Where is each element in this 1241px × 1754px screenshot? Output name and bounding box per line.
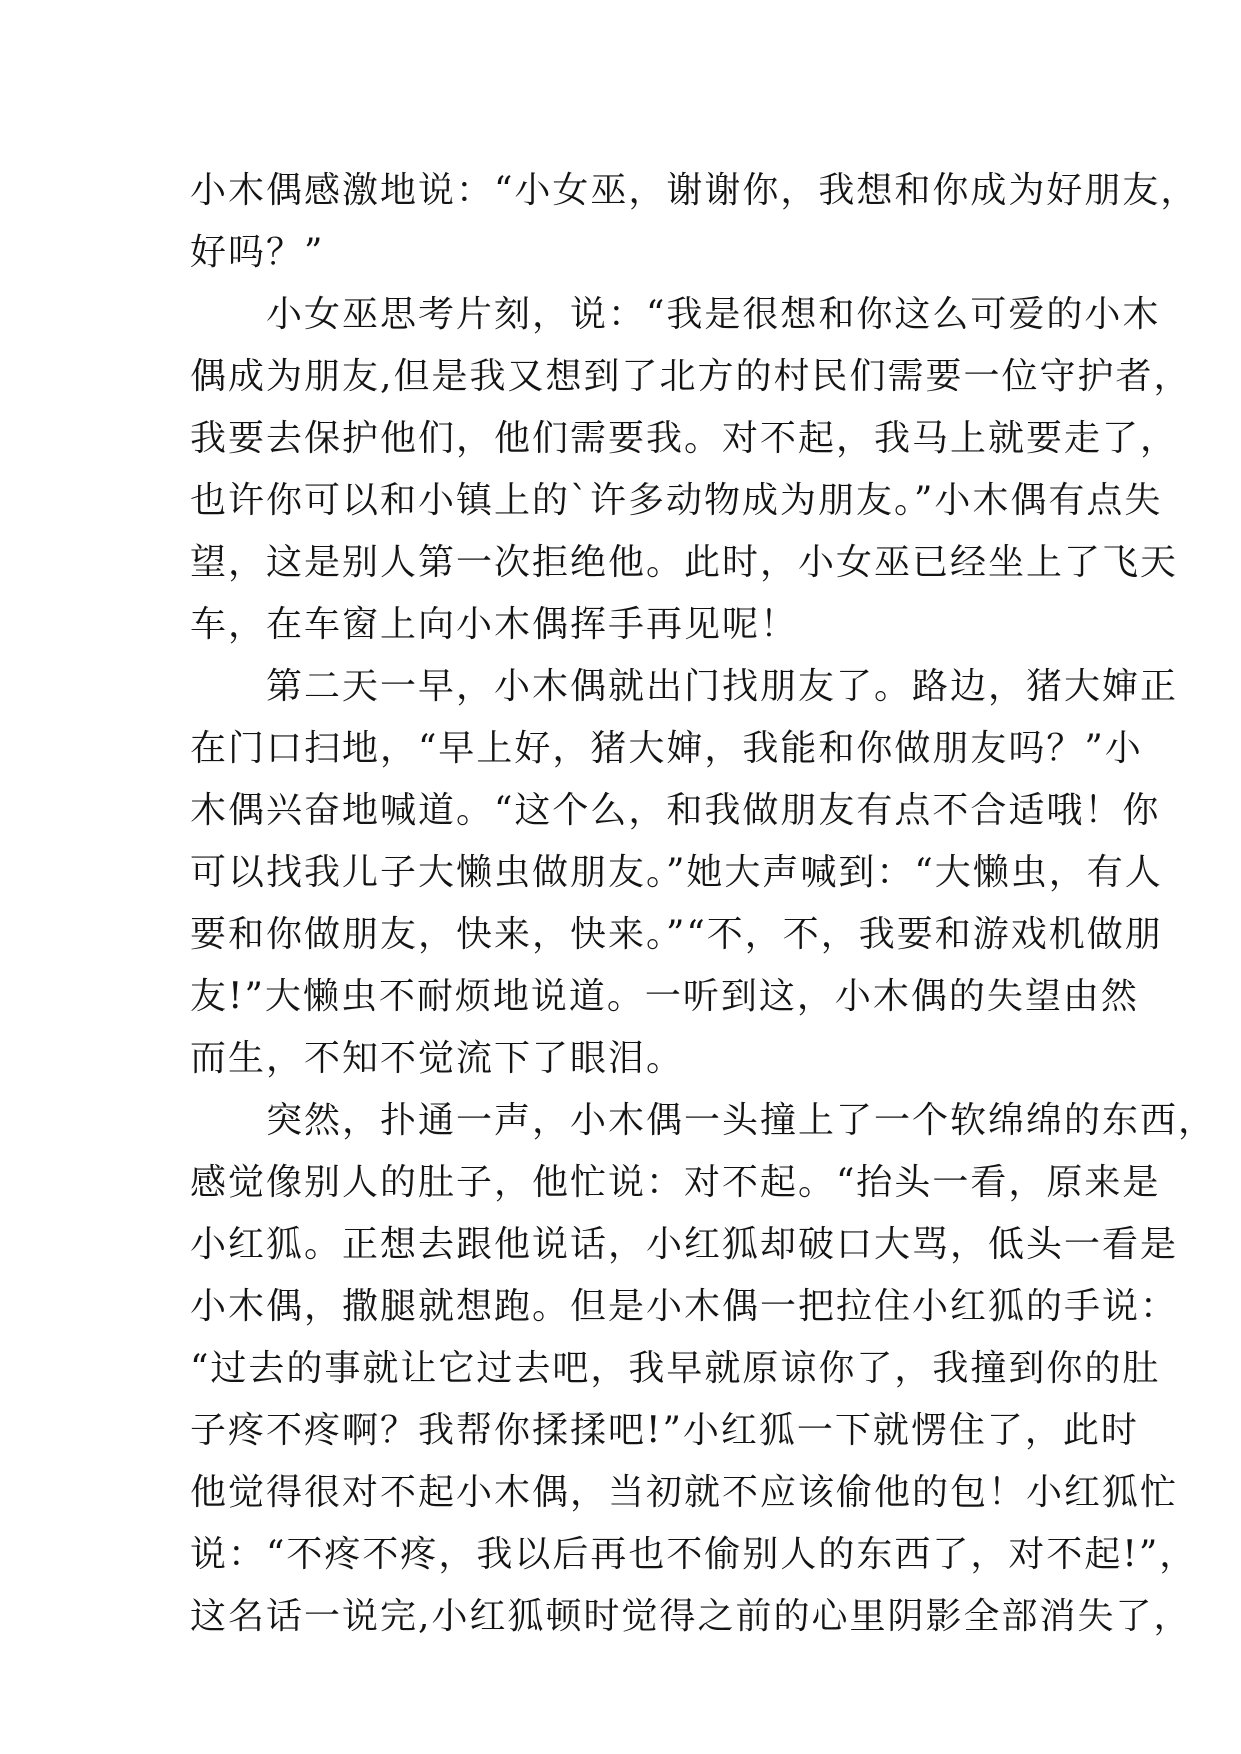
text-line: 要和你做朋友，快来，快来。”“不，不，我要和游戏机做朋: [190, 914, 1163, 955]
text-line: “过去的事就让它过去吧，我早就原谅你了，我撞到你的肚: [190, 1348, 1161, 1389]
text-line: 好吗？”: [190, 232, 325, 273]
text-line: 小木偶，撒腿就想跑。但是小木偶一把拉住小红狐的手说：: [190, 1286, 1179, 1327]
text-line: 他觉得很对不起小木偶，当初就不应该偷他的包！小红狐忙: [190, 1472, 1179, 1513]
text-line: 突然，扑通一声，小木偶一头撞上了一个软绵绵的东西，: [190, 1100, 1217, 1141]
text-line: 小红狐。正想去跟他说话，小红狐却破口大骂，低头一看是: [190, 1224, 1179, 1265]
text-line: 而生，不知不觉流下了眼泪。: [190, 1038, 685, 1079]
text-line: 小木偶感激地说：“小女巫，谢谢你，我想和你成为好朋友，: [190, 170, 1199, 211]
text-line: 这名话一说完,小红狐顿时觉得之前的心里阴影全部消失了，: [190, 1596, 1192, 1637]
paragraph-2: [190, 284, 1192, 656]
text-line: 我要去保护他们，他们需要我。对不起，我马上就要走了，: [190, 418, 1179, 459]
text-line: 车，在车窗上向小木偶挥手再见呢！: [190, 604, 799, 645]
paragraph-4: [190, 1090, 1217, 1648]
paragraph-3: [190, 656, 1179, 1090]
text-line: 木偶兴奋地喊道。“这个么，和我做朋友有点不合适哦！你: [190, 790, 1161, 831]
text-line: 在门口扫地，“早上好，猪大婶，我能和你做朋友吗？”小: [190, 728, 1143, 769]
text-line: 友!”大懒虫不耐烦地说道。一听到这，小木偶的失望由然: [190, 976, 1139, 1017]
text-line: 说：“不疼不疼，我以后再也不偷别人的东西了，对不起!”，: [190, 1534, 1198, 1575]
text-line: 感觉像别人的肚子，他忙说：对不起。“抬头一看，原来是: [190, 1162, 1161, 1203]
text-line: 第二天一早，小木偶就出门找朋友了。路边，猪大婶正: [190, 666, 1179, 707]
paragraph-1: [190, 160, 1199, 284]
text-line: 也许你可以和小镇上的`许多动物成为朋友。”小木偶有点失: [190, 480, 1163, 521]
text-line: 偶成为朋友,但是我又想到了北方的村民们需要一位守护者，: [190, 356, 1192, 397]
document-page: [190, 160, 1217, 1648]
text-line: 小女巫思考片刻，说：“我是很想和你这么可爱的小木: [190, 294, 1161, 335]
text-line: 子疼不疼啊？我帮你揉揉吧!”小红狐一下就愣住了，此时: [190, 1410, 1139, 1451]
text-line: 可以找我儿子大懒虫做朋友。”她大声喊到：“大懒虫，有人: [190, 852, 1163, 893]
text-line: 望，这是别人第一次拒绝他。此时，小女巫已经坐上了飞天: [190, 542, 1179, 583]
